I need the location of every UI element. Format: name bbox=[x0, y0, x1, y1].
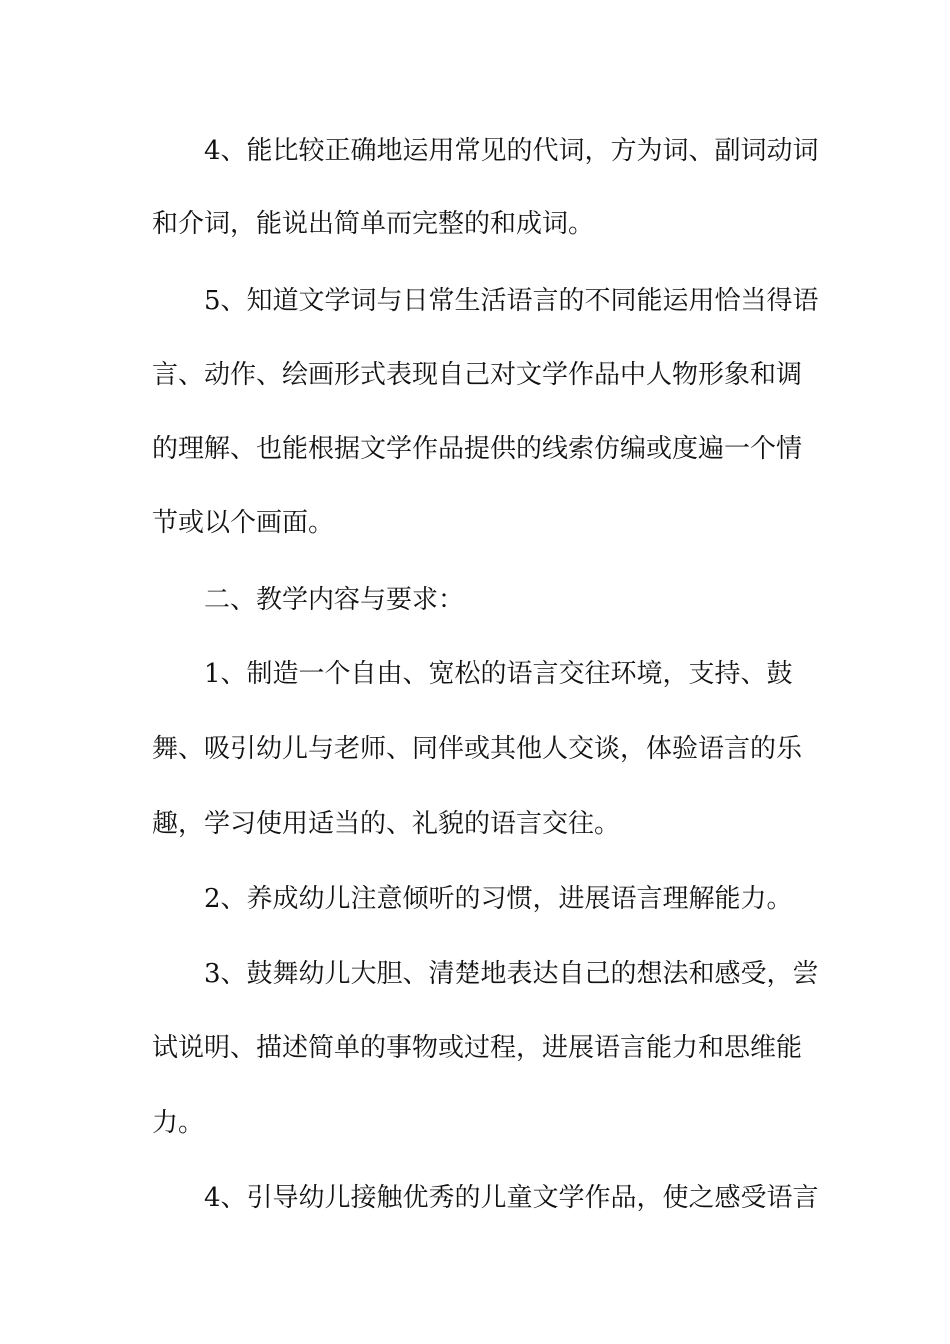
paragraph-line: 2、养成幼儿注意倾听的习惯，进展语言理解能力。 bbox=[204, 884, 793, 914]
section-heading: 二、教学内容与要求： bbox=[204, 585, 465, 615]
paragraph-line: 4、引导幼儿接触优秀的儿童文学作品，使之感受语言 bbox=[204, 1183, 819, 1213]
paragraph-line: 的理解、也能根据文学作品提供的线索仿编或度遍一个情 bbox=[152, 434, 803, 464]
paragraph-line: 和介词，能说出简单而完整的和成词。 bbox=[152, 209, 595, 239]
paragraph-line: 5、知道文学词与日常生活语言的不同能运用恰当得语 bbox=[204, 286, 819, 316]
paragraph-line: 4、能比较正确地运用常见的代词，方为词、副词动词 bbox=[204, 136, 819, 166]
paragraph-line: 言、动作、绘画形式表现自己对文学作品中人物形象和调 bbox=[152, 360, 803, 390]
paragraph-line: 3、鼓舞幼儿大胆、清楚地表达自己的想法和感受，尝 bbox=[204, 959, 819, 989]
paragraph-line: 趣，学习使用适当的、礼貌的语言交往。 bbox=[152, 809, 621, 839]
paragraph-line: 试说明、描述简单的事物或过程，进展语言能力和思维能 bbox=[152, 1033, 803, 1063]
paragraph-line: 1、制造一个自由、宽松的语言交往环境，支持、鼓 bbox=[204, 659, 793, 689]
paragraph-line: 节或以个画面。 bbox=[152, 508, 335, 538]
paragraph-line: 舞、吸引幼儿与老师、同伴或其他人交谈，体验语言的乐 bbox=[152, 734, 803, 764]
paragraph-line: 力。 bbox=[152, 1108, 205, 1138]
